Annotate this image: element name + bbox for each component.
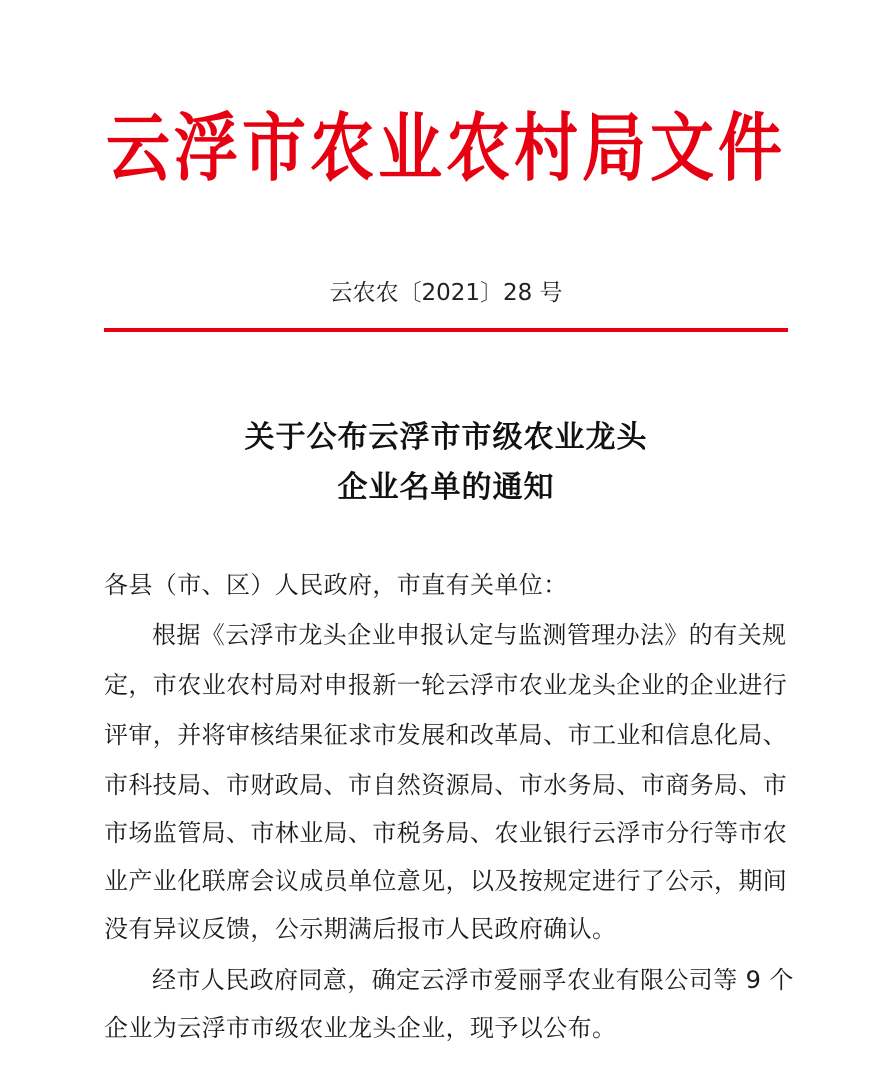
red-divider-line	[104, 328, 788, 332]
notice-title-line-2: 企业名单的通知	[337, 470, 555, 505]
body-paragraph-line: 定，市农业农村局对申报新一轮云浮市农业龙头企业的企业进行	[104, 671, 788, 699]
body-paragraph-line: 市科技局、市财政局、市自然资源局、市水务局、市商务局、市	[104, 771, 788, 799]
body-paragraph-line: 评审，并将审核结果征求市发展和改革局、市工业和信息化局、	[104, 721, 788, 749]
body-paragraph-line: 业产业化联席会议成员单位意见，以及按规定进行了公示，期间	[104, 867, 788, 895]
body-paragraph-line: 没有异议反馈，公示期满后报市人民政府确认。	[104, 915, 617, 943]
body-paragraph-line: 根据《云浮市龙头企业申报认定与监测管理办法》的有关规	[152, 621, 787, 649]
body-paragraph-line: 市场监管局、市林业局、市税务局、农业银行云浮市分行等市农	[104, 819, 788, 847]
issuer-header-title: 云浮市农业农村局文件	[106, 106, 786, 193]
salutation: 各县（市、区）人民政府，市直有关单位：	[104, 571, 568, 599]
body-paragraph-line: 经市人民政府同意，确定云浮市爱丽孚农业有限公司等 9 个	[152, 966, 794, 994]
body-paragraph-line: 企业为云浮市市级农业龙头企业，现予以公布。	[104, 1014, 617, 1042]
notice-title-line-1: 关于公布云浮市市级农业龙头	[244, 420, 648, 455]
document-number: 云农农〔2021〕28 号	[329, 280, 563, 306]
